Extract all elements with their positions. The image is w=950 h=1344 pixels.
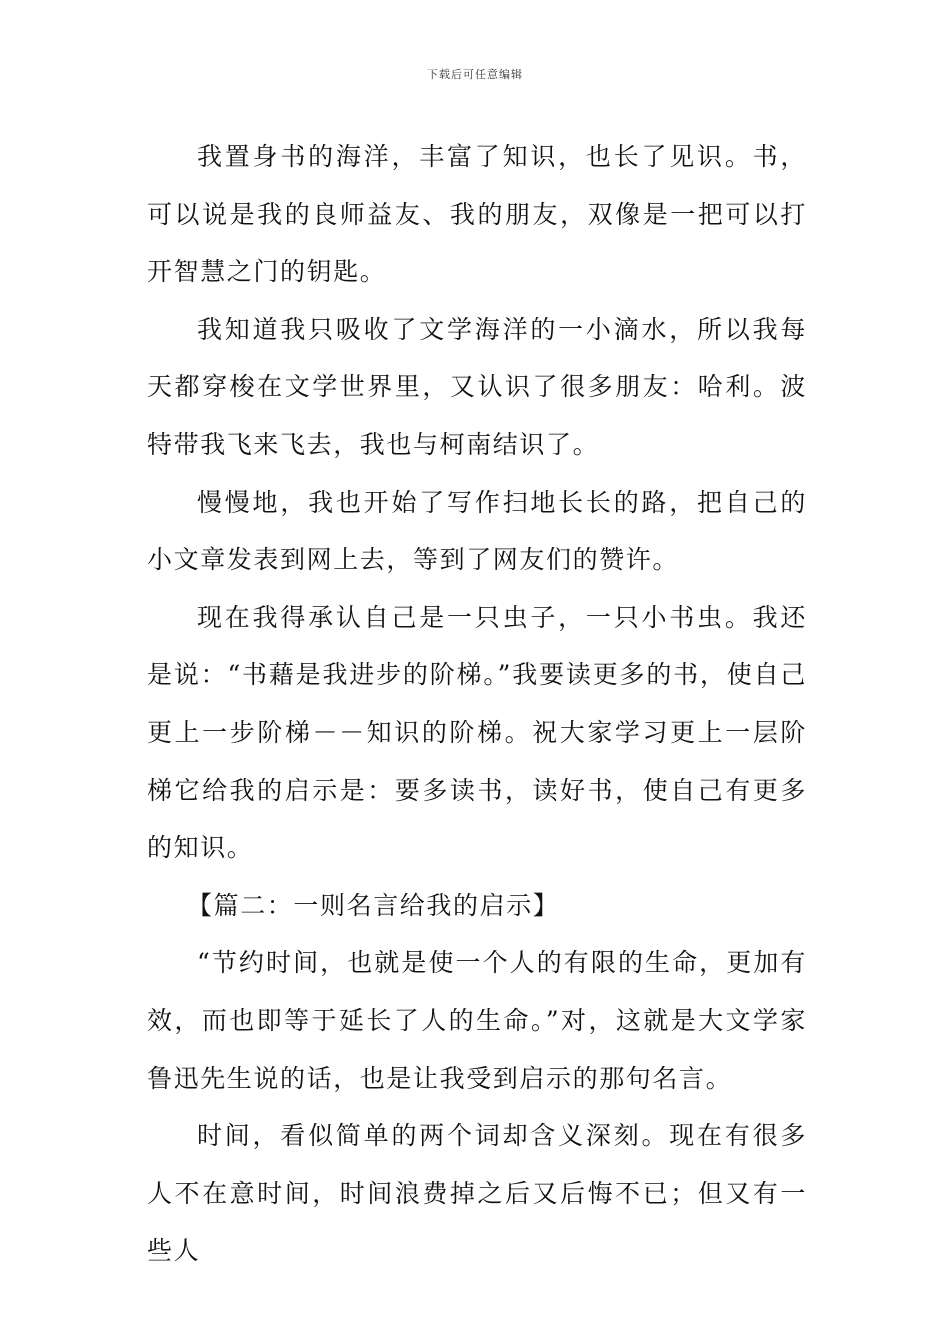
paragraph: 现在我得承认自己是一只虫子，一只小书虫。我还是说：“书藉是我进步的阶梯。”我要读更多的书，使自己更上一步阶梯－－知识的阶梯。祝大家学习更上一层阶梯它给我的启示是：要多读书，读好书，使自己有更多的知识。 bbox=[147, 602, 807, 863]
page-header: 下载后可任意编辑 bbox=[427, 68, 523, 81]
paragraph: 慢慢地，我也开始了写作扫地长长的路，把自己的小文章发表到网上去，等到了网友们的赞许。 bbox=[147, 487, 807, 575]
section-heading: 【篇二：一则名言给我的启示】 bbox=[187, 890, 560, 920]
paragraph: 我知道我只吸收了文学海洋的一小滴水，所以我每天都穿梭在文学世界里，又认识了很多朋友：哈利。波特带我飞来飞去，我也与柯南结识了。 bbox=[147, 314, 807, 459]
paragraph: “节约时间，也就是使一个人的有限的生命，更加有效，而也即等于延长了人的生命。”对，这就是大文学家鲁迅先生说的话，也是让我受到启示的那句名言。 bbox=[147, 948, 807, 1093]
document-body bbox=[147, 128, 807, 1280]
paragraph: 时间，看似简单的两个词却含义深刻。现在有很多人不在意时间，时间浪费掉之后又后悔不已；但又有一些人 bbox=[147, 1121, 807, 1266]
paragraph: 我置身书的海洋，丰富了知识，也长了见识。书，可以说是我的良师益友、我的朋友，双像是一把可以打开智慧之门的钥匙。 bbox=[147, 142, 807, 287]
